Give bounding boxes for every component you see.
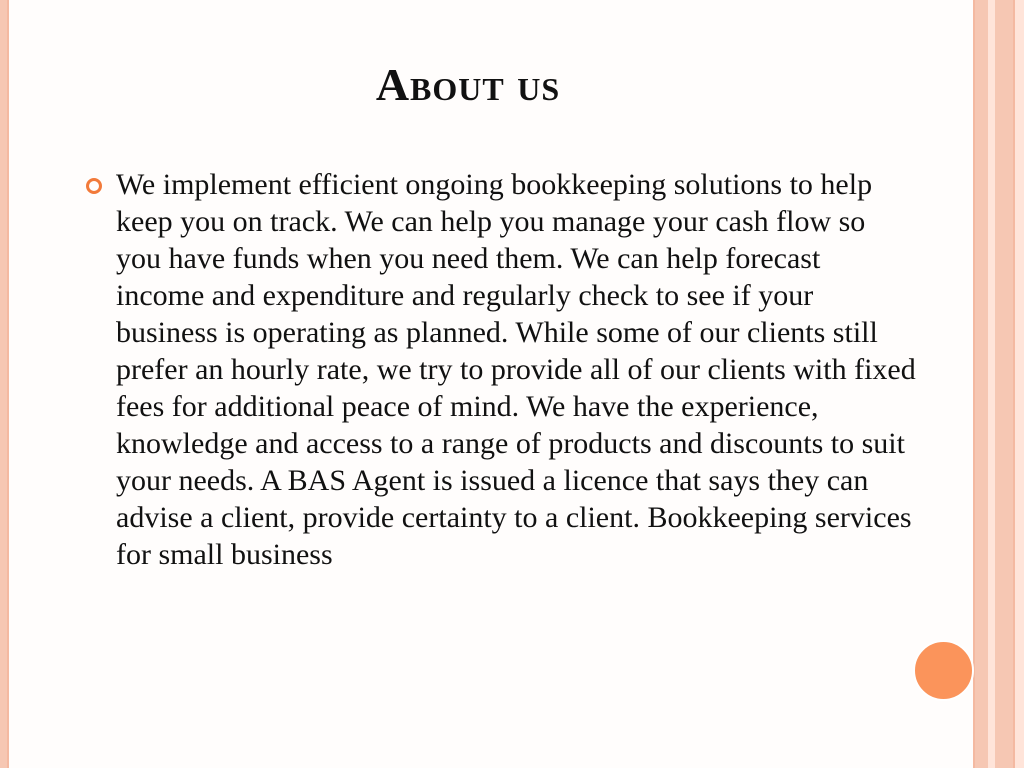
- bullet-icon: [86, 178, 102, 194]
- bullet-text: We implement efficient ongoing bookkeeping solutions to help keep you on track. We can help you manage your cash flow so you have funds when you need them. We can help forecast income and expenditure and regularly check to see if your business is operating as planned. While some of our clients still prefer an hourly rate, we try to provide all of our clients with fixed fees for additional peace of mind. We have the experience, knowledge and access to a range of products and discounts to suit your needs. A BAS Agent is issued a licence that says they can advise a client, provide certainty to a client. Bookkeeping services for small business: [116, 168, 916, 571]
- orange-circle-icon: [913, 640, 974, 701]
- bullet-item: [86, 166, 918, 573]
- decorative-stripe: [999, 0, 1008, 768]
- decorative-stripe: [1013, 0, 1024, 768]
- decorative-stripe: [988, 0, 995, 768]
- slide-title: About us: [375, 59, 561, 110]
